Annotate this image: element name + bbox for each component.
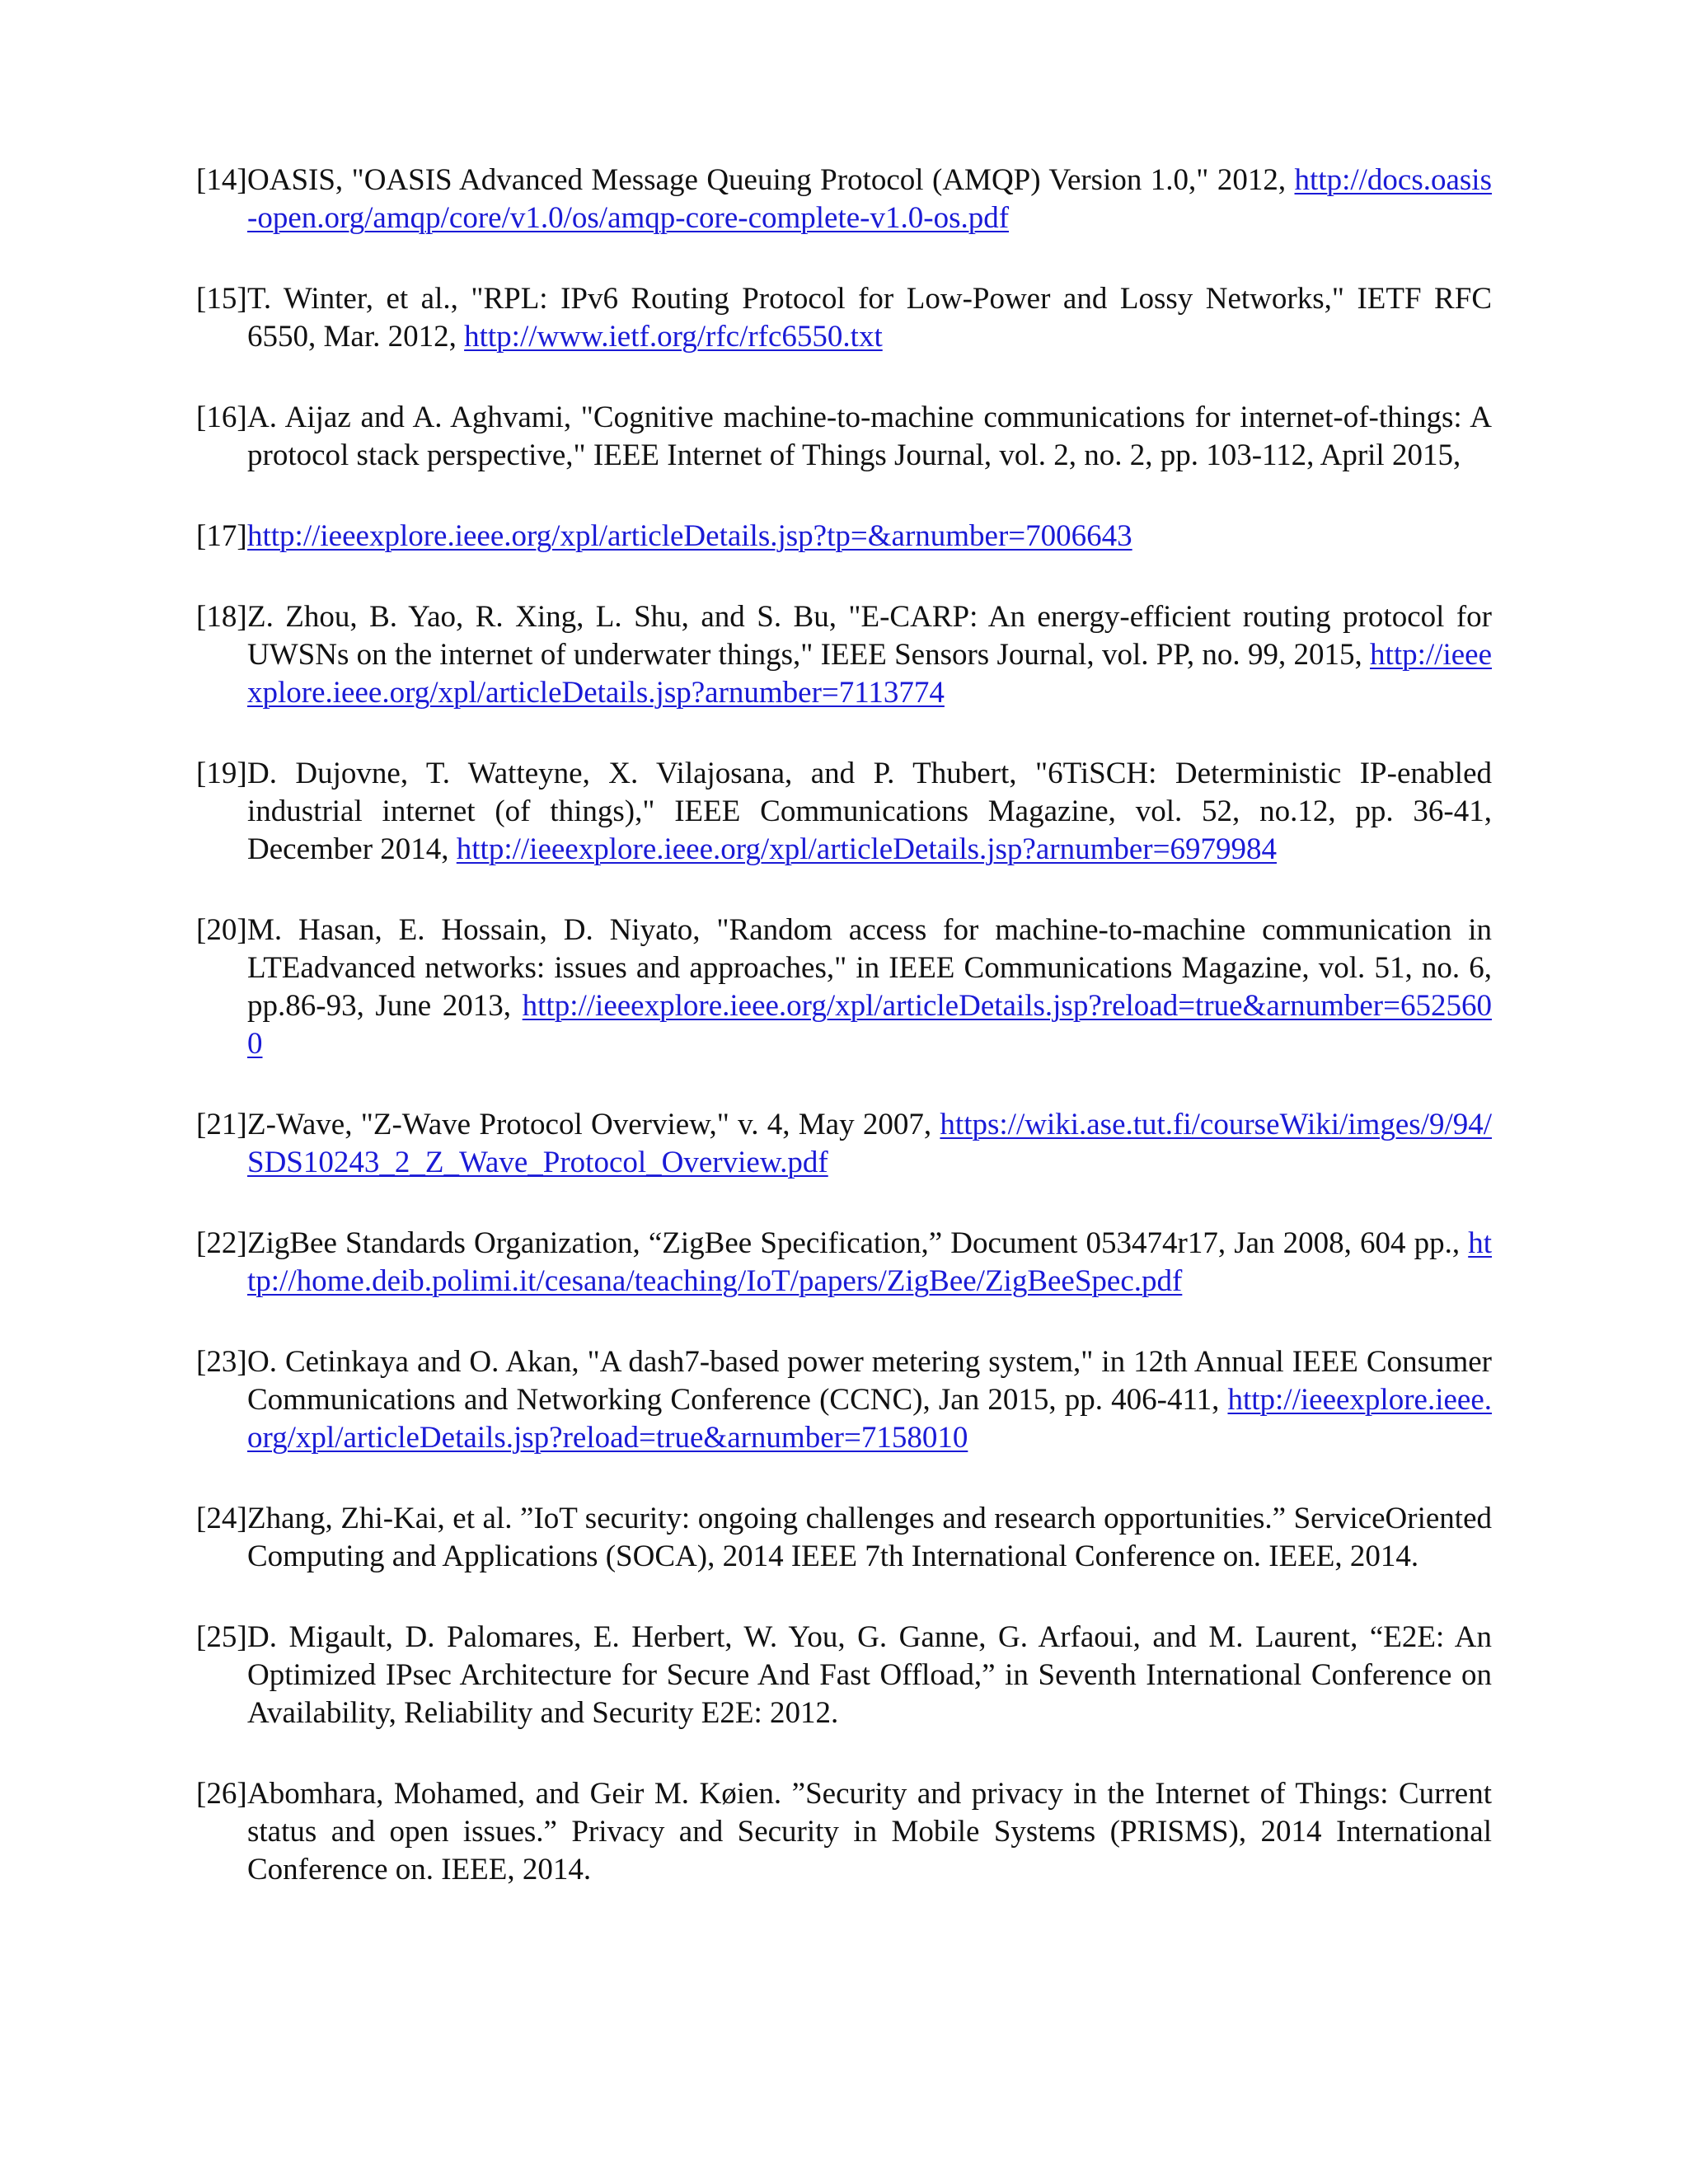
reference-25: [196, 1619, 1492, 1732]
reference-paragraph: [196, 1343, 1492, 1457]
reference-text: Z. Zhou, B. Yao, R. Xing, L. Shu, and S. Bu, "E-CARP: An energy-efficient routing protocol for UWSNs on the internet of underwater things," IEEE Sensors Journal, vol. PP, no. 99, 2015,: [247, 600, 1492, 672]
reference-21: [196, 1106, 1492, 1182]
reference-22: [196, 1225, 1492, 1301]
reference-text: O. Cetinkaya and O. Akan, "A dash7-based power metering system," in 12th Annual IEEE Consumer Communications and Networking Conference (CCNC), Jan 2015, pp. 406-411,: [247, 1345, 1492, 1417]
reference-number: [23]: [196, 1345, 247, 1379]
reference-paragraph: [196, 1500, 1492, 1576]
reference-link[interactable]: http://home.deib.polimi.it/cesana/teaching/IoT/papers/ZigBee/ZigBeeSpec.pdf: [247, 1226, 1492, 1298]
reference-number: [26]: [196, 1777, 247, 1811]
reference-number: [19]: [196, 757, 247, 790]
reference-link[interactable]: http://ieeexplore.ieee.org/xpl/articleDetails.jsp?reload=true&arnumber=7158010: [247, 1383, 1492, 1455]
reference-paragraph: [196, 162, 1492, 237]
reference-text: Abomhara, Mohamed, and Geir M. Køien. ”Security and privacy in the Internet of Things: Current status and open issues.” Privacy and Security in Mobile Systems (PRISMS), 2014 International Conference on. IEEE, 2014.: [247, 1777, 1492, 1886]
reference-paragraph: [196, 1106, 1492, 1182]
reference-text: T. Winter, et al., "RPL: IPv6 Routing Protocol for Low-Power and Lossy Networks," IETF RFC 6550, Mar. 2012,: [247, 282, 1492, 354]
reference-paragraph: [196, 755, 1492, 869]
reference-paragraph: [196, 518, 1132, 555]
reference-23: [196, 1343, 1492, 1457]
reference-link[interactable]: http://ieeexplore.ieee.org/xpl/articleDetails.jsp?arnumber=6979984: [456, 832, 1277, 866]
reference-20: [196, 912, 1492, 1063]
reference-17: [196, 518, 1492, 555]
reference-text: D. Migault, D. Palomares, E. Herbert, W. You, G. Ganne, G. Arfaoui, and M. Laurent, “E2E: An Optimized IPsec Architecture for Secure And Fast Offload,” in Seventh International Conference on Availability, Reliability and Security E2E: 2012.: [247, 1620, 1492, 1730]
reference-number: [20]: [196, 913, 247, 947]
reference-link[interactable]: http://ieeexplore.ieee.org/xpl/articleDetails.jsp?tp=&arnumber=7006643: [247, 519, 1132, 553]
reference-18: [196, 598, 1492, 712]
reference-paragraph: [196, 399, 1492, 475]
reference-text: M. Hasan, E. Hossain, D. Niyato, "Random access for machine-to-machine communication in LTEadvanced networks: issues and approaches," in IEEE Communications Magazine, vol. 51, no. 6, pp.86-93, June 2013,: [247, 913, 1492, 1023]
reference-number: [15]: [196, 282, 247, 316]
reference-text: D. Dujovne, T. Watteyne, X. Vilajosana, and P. Thubert, "6TiSCH: Deterministic IP-enabled industrial internet (of things)," IEEE Communications Magazine, vol. 52, no.12, pp. 36-41, December 2014,: [247, 757, 1492, 866]
reference-number: [21]: [196, 1108, 247, 1141]
reference-text: Zhang, Zhi-Kai, et al. ”IoT security: ongoing challenges and research opportunities.” ServiceOriented Computing and Applications (SOCA), 2014 IEEE 7th International Conference on. IEEE, 2014.: [247, 1502, 1492, 1573]
reference-number: [24]: [196, 1502, 247, 1535]
reference-26: [196, 1775, 1492, 1889]
reference-text: ZigBee Standards Organization, “ZigBee Specification,” Document 053474r17, Jan 2008, 604 pp.,: [247, 1226, 1469, 1260]
reference-link[interactable]: http://ieeexplore.ieee.org/xpl/articleDetails.jsp?reload=true&arnumber=6525600: [247, 989, 1492, 1061]
reference-number: [22]: [196, 1226, 247, 1260]
reference-link[interactable]: https://wiki.ase.tut.fi/courseWiki/imges/9/94/SDS10243_2_Z_Wave_Protocol_Overview.pdf: [247, 1108, 1492, 1179]
reference-paragraph: [196, 912, 1492, 1063]
reference-paragraph: [196, 1775, 1492, 1889]
reference-number: [18]: [196, 600, 247, 634]
reference-paragraph: [196, 1619, 1492, 1732]
reference-text: OASIS, "OASIS Advanced Message Queuing Protocol (AMQP) Version 1.0," 2012,: [247, 163, 1295, 197]
reference-link[interactable]: http://docs.oasis-open.org/amqp/core/v1.0/os/amqp-core-complete-v1.0-os.pdf: [247, 163, 1492, 235]
reference-16: [196, 399, 1492, 475]
reference-paragraph: [196, 280, 1492, 356]
reference-link[interactable]: http://ieeexplore.ieee.org/xpl/articleDetails.jsp?arnumber=7113774: [247, 638, 1492, 710]
reference-paragraph: [196, 1225, 1492, 1301]
reference-link[interactable]: http://www.ietf.org/rfc/rfc6550.txt: [464, 320, 883, 354]
reference-text: A. Aijaz and A. Aghvami, "Cognitive machine-to-machine communications for internet-of-things: A protocol stack perspective," IEEE Internet of Things Journal, vol. 2, no. 2, pp. 103-112, April 2015,: [247, 401, 1492, 472]
reference-number: [16]: [196, 401, 247, 434]
reference-number: [14]: [196, 163, 247, 197]
reference-paragraph: [196, 598, 1492, 712]
reference-14: [196, 162, 1492, 237]
reference-text: Z-Wave, "Z-Wave Protocol Overview," v. 4, May 2007,: [247, 1108, 940, 1141]
reference-15: [196, 280, 1492, 356]
reference-number: [17]: [196, 519, 247, 553]
reference-19: [196, 755, 1492, 869]
reference-number: [25]: [196, 1620, 247, 1654]
reference-24: [196, 1500, 1492, 1576]
